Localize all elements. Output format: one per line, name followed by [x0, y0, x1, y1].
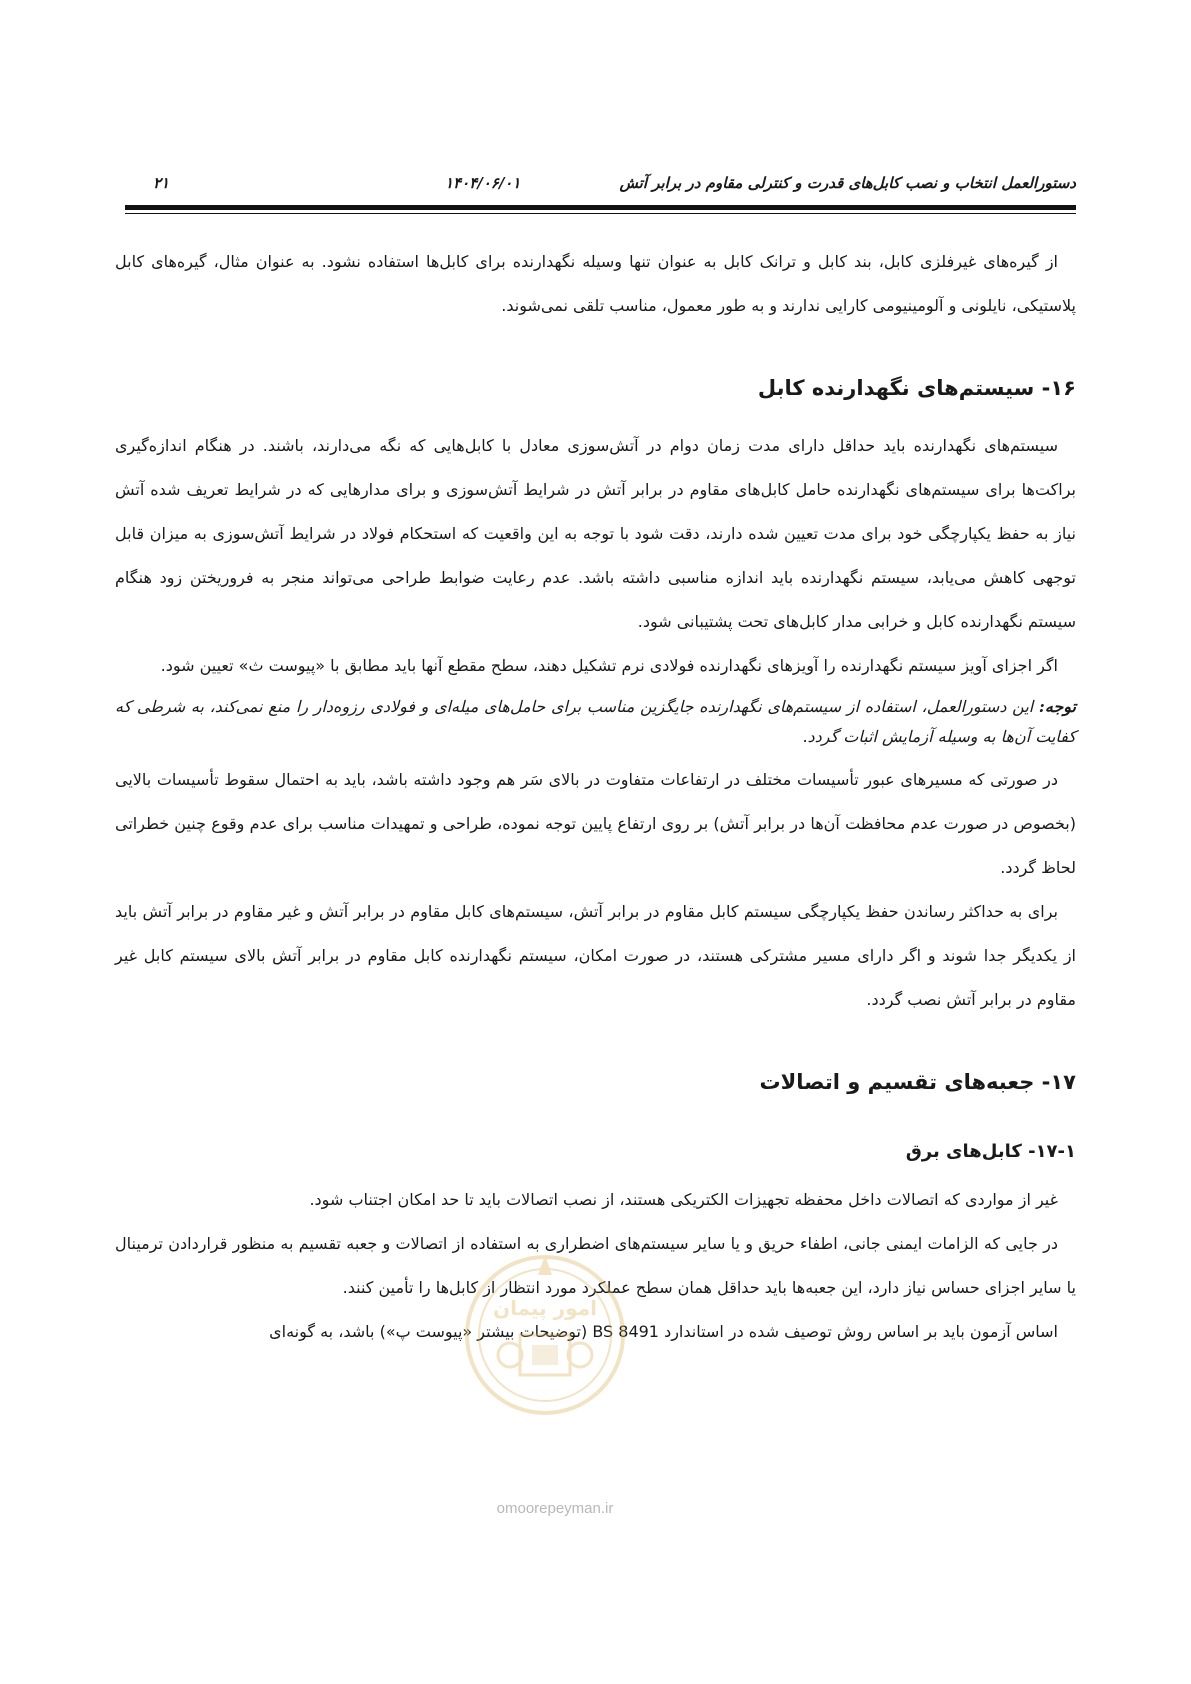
paragraph: در صورتی که مسیرهای عبور تأسیسات مختلف در ارتفاعات متفاوت در بالای سَر هم وجود داشته باشد، باید به احتمال سقوط تأسیسات بالایی (بخصوص در صورت عدم محافظت آن‌ها در برابر آتش) بر روی ارتفاع پایین توجه نموده، طراحی و تمهیدات مناسب برای عدم وقوع چنین خطراتی لحاظ گردد. [115, 770, 1076, 877]
page-number: ۲۱ [153, 174, 170, 192]
paragraph: برای به حداکثر رساندن حفظ یکپارچگی سیستم کابل مقاوم در برابر آتش، سیستم‌های کابل مقاوم در برابر آتش و غیر مقاوم در برابر آتش باید از یکدیگر جدا شوند و اگر دارای مسیر مشترکی هستند، در صورت امکان، سیستم نگهدارنده کابل مقاوم در برابر آتش بالای سیستم کابل غیر مقاوم در برابر آتش نصب گردد. [115, 902, 1076, 1009]
header-title: دستورالعمل انتخاب و نصب کابل‌های قدرت و کنترلی مقاوم در برابر آتش [619, 174, 1076, 192]
paragraph: سیستم‌های نگهدارنده باید حداقل دارای مدت زمان دوام در آتش‌سوزی معادل با کابل‌هایی که نگه می‌دارند، باشند. در هنگام اندازه‌گیری براکت‌ها برای سیستم‌های نگهدارنده حامل کابل‌های مقاوم در برابر آتش در شرایط آتش‌سوزی و برای مدارهایی که در شرایط تعریف شده آتش نیاز به حفظ یکپارچگی خود برای مدت تعیین شده دارند، دقت شود با توجه به این واقعیت که استحکام فولاد در شرایط آتش‌سوزی به میزان قابل توجهی کاهش می‌یابد، سیستم نگهدارنده باید اندازه مناسبی داشته باشد. عدم رعایت ضوابط طراحی می‌تواند منجر به فروریختن زود هنگام سیستم نگهدارنده کابل و خرابی مدار کابل‌های تحت پشتیبانی شود. [115, 436, 1076, 631]
section-heading-16: ۱۶- سیستم‌های نگهدارنده کابل [757, 376, 1076, 400]
watermark-url: omoorepeyman.ir [496, 1500, 614, 1517]
section-heading-17: ۱۷- جعبه‌های تقسیم و اتصالات [759, 1070, 1076, 1094]
note-text: این دستورالعمل، استفاده از سیستم‌های نگهدارنده جایگزین مناسب برای حامل‌های میله‌ای و فولادی رزوه‌دار را منع نمی‌کند، به شرطی که کفایت آن‌ها به وسیله آزمایش اثبات گردد. [115, 697, 1076, 746]
seal-logo-icon [460, 1240, 630, 1420]
header-date: ۱۴۰۴/۰۶/۰۱ [445, 174, 521, 192]
page-header [125, 170, 1076, 196]
subsection-heading-17-1: ۱۷-۱- کابل‌های برق [905, 1141, 1076, 1162]
paragraph: اگر اجزای آویز سیستم نگهدارنده را آویزهای نگهدارنده فولادی نرم تشکیل دهند، سطح مقطع آنها باید مطابق با «پیوست ث» تعیین شود. [160, 656, 1058, 675]
note-label: توجه: [1038, 697, 1076, 716]
paragraph: از گیره‌های غیرفلزی کابل، بند کابل و ترانک کابل به عنوان تنها وسیله نگهدارنده برای کابل‌ها استفاده نشود. به عنوان مثال، گیره‌های کابل پلاستیکی، نایلونی و آلومینیومی کارایی ندارند و به طور معمول، مناسب تلقی نمی‌شوند. [115, 252, 1076, 315]
paragraph: اساس آزمون باید بر اساس روش توصیف شده در استاندارد BS 8491 (توضیحات بیشتر «پیوست پ») باشد، به گونه‌ای [269, 1322, 1058, 1341]
watermark-logo-text: امور پیمان [493, 1296, 597, 1320]
paragraph: در جایی که الزامات ایمنی جانی، اطفاء حریق و یا سایر سیستم‌های اضطراری به استفاده از اتصالات و جعبه تقسیم به منظور قراردادن ترمینال یا سایر اجزای حساس نیاز دارد، این جعبه‌ها باید حداقل همان سطح عملکرد مورد انتظار از کابل‌ها را تأمین کنند. [115, 1234, 1076, 1297]
paragraph: غیر از مواردی که اتصالات داخل محفظه تجهیزات الکتریکی هستند، از نصب اتصالات باید تا حد امکان اجتناب شود. [309, 1190, 1058, 1209]
note [115, 692, 1076, 752]
page-body [115, 240, 1076, 1354]
header-rule-thick [125, 205, 1076, 210]
header-rule-thin [125, 213, 1076, 214]
